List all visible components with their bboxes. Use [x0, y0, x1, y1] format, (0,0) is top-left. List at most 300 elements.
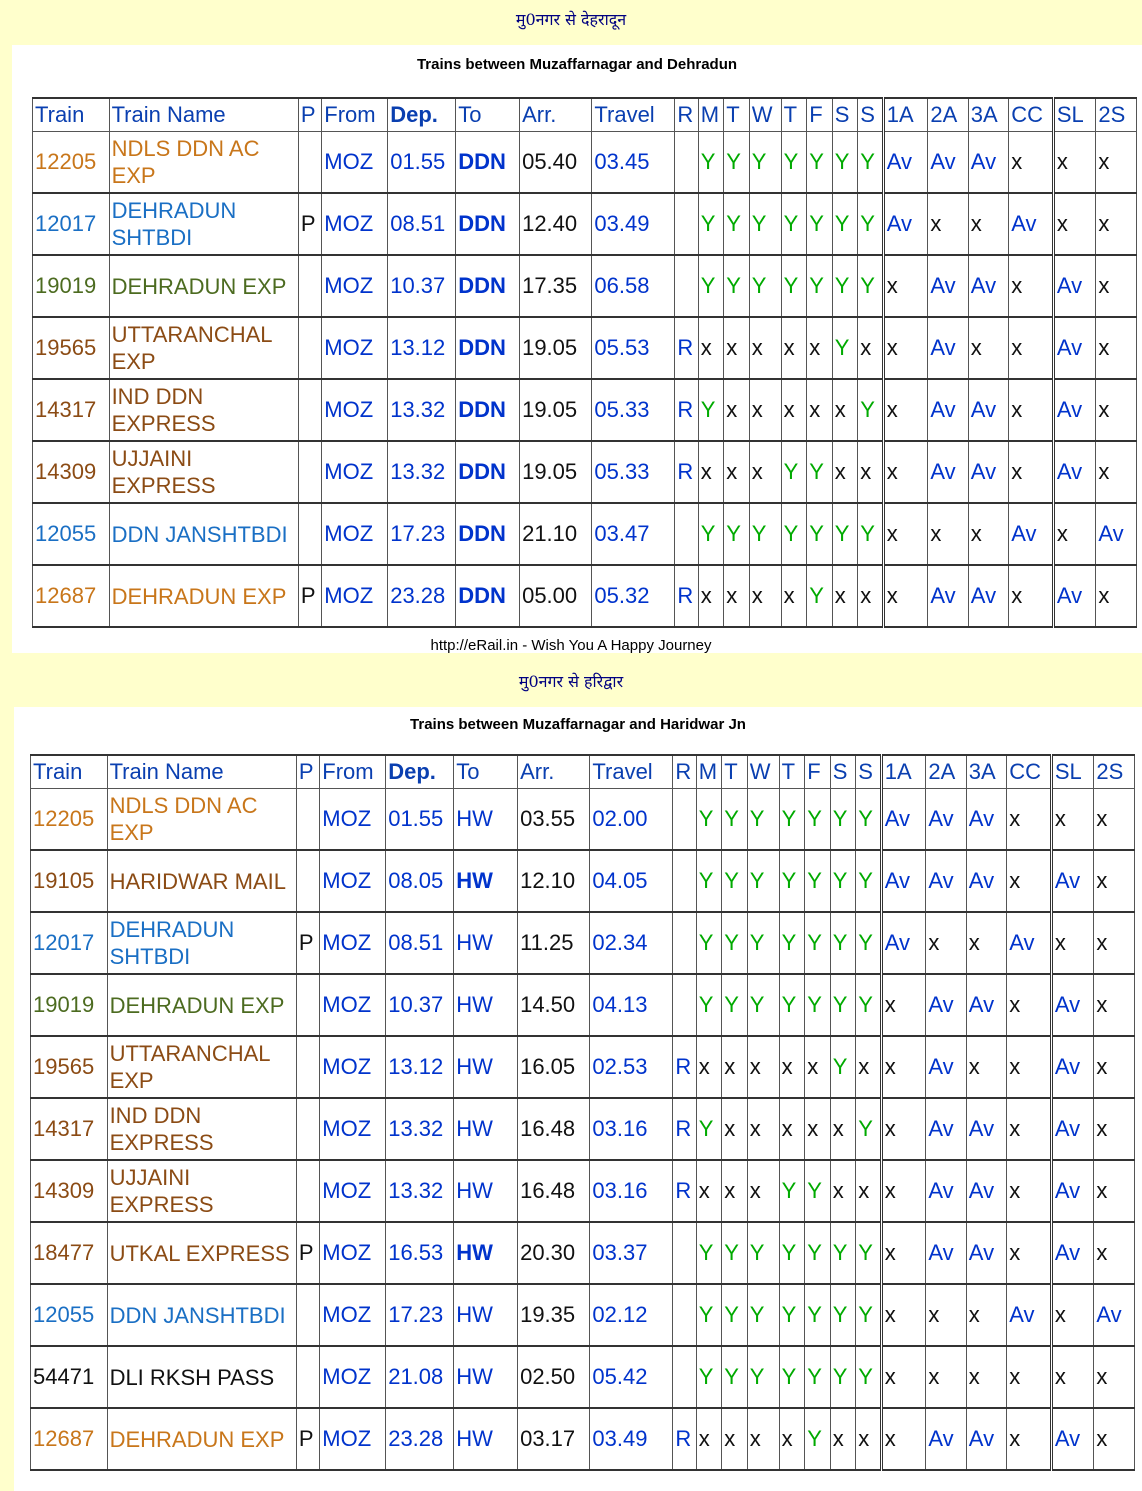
train-number-link[interactable]: 19019 — [33, 255, 110, 317]
class-availability-2a[interactable]: Av — [928, 317, 968, 379]
to-station-link[interactable]: HW — [454, 1408, 518, 1470]
class-availability-2a[interactable]: Av — [926, 789, 966, 851]
class-availability-3a[interactable]: Av — [968, 255, 1008, 317]
train-name-link[interactable]: NDLS DDN AC EXP — [109, 132, 298, 194]
column-header[interactable]: CC — [1009, 98, 1054, 132]
from-station-link[interactable]: MOZ — [322, 441, 388, 503]
running-day-m: Y — [698, 503, 724, 565]
running-day-s: x — [832, 379, 858, 441]
column-header[interactable]: To — [456, 98, 520, 132]
train-name-link[interactable]: IND DDN EXPRESS — [109, 379, 298, 441]
running-day-m: Y — [696, 1098, 722, 1160]
running-day-f: Y — [805, 1222, 831, 1284]
column-header[interactable]: Arr. — [518, 755, 590, 789]
class-availability-cc: x — [1007, 789, 1052, 851]
to-station-link[interactable]: DDN — [456, 441, 520, 503]
running-day-s2: Y — [856, 1098, 882, 1160]
column-header[interactable]: S — [832, 98, 858, 132]
class-availability-2a[interactable]: Av — [928, 255, 968, 317]
column-header[interactable]: R — [673, 755, 696, 789]
header-row — [31, 755, 1135, 789]
running-day-f: Y — [807, 565, 833, 627]
from-station-link[interactable]: MOZ — [320, 1346, 386, 1408]
train-row — [31, 1346, 1135, 1408]
train-number-link[interactable]: 19565 — [33, 317, 110, 379]
column-header[interactable]: Train — [31, 755, 108, 789]
column-header[interactable]: T — [781, 98, 807, 132]
class-availability-sl[interactable]: Av — [1051, 1408, 1094, 1470]
arrival-time: 16.48 — [518, 1160, 590, 1222]
class-availability-2s: x — [1096, 132, 1137, 194]
train-name-link[interactable]: DEHRADUN EXP — [109, 255, 298, 317]
train-number-link[interactable]: 12205 — [33, 132, 110, 194]
train-number-link[interactable]: 19019 — [31, 974, 108, 1036]
train-name-link[interactable]: DDN JANSHTBDI — [107, 1284, 296, 1346]
class-availability-3a[interactable]: Av — [968, 565, 1008, 627]
train-number-link[interactable]: 12687 — [31, 1408, 108, 1470]
to-station-link[interactable]: HW — [454, 1222, 518, 1284]
column-header[interactable]: S — [858, 98, 884, 132]
running-day-w: Y — [749, 132, 781, 194]
column-header[interactable]: F — [805, 755, 831, 789]
train-number-link[interactable]: 14317 — [33, 379, 110, 441]
train-name-link[interactable]: NDLS DDN AC EXP — [107, 789, 296, 851]
running-day-t2: Y — [781, 255, 807, 317]
running-day-t2: x — [779, 1408, 805, 1470]
running-day-s2: x — [856, 1160, 882, 1222]
train-number-link[interactable]: 12055 — [31, 1284, 108, 1346]
to-station-link[interactable]: HW — [454, 974, 518, 1036]
running-day-t2: x — [779, 1036, 805, 1098]
column-header[interactable]: M — [698, 98, 724, 132]
running-day-s2: Y — [856, 912, 882, 974]
class-availability-2a[interactable]: Av — [926, 1222, 966, 1284]
running-day-m: Y — [698, 379, 724, 441]
class-availability-2s[interactable]: Av — [1094, 1284, 1135, 1346]
train-number-link[interactable]: 14309 — [31, 1160, 108, 1222]
class-availability-3a[interactable]: Av — [966, 1408, 1006, 1470]
class-availability-3a[interactable]: Av — [968, 441, 1008, 503]
running-day-w: Y — [747, 974, 779, 1036]
train-name-link[interactable]: UTKAL EXPRESS — [107, 1222, 296, 1284]
running-day-w: Y — [747, 1222, 779, 1284]
class-availability-cc[interactable]: Av — [1009, 193, 1054, 255]
class-availability-1a[interactable]: Av — [881, 789, 926, 851]
column-header[interactable]: Train Name — [107, 755, 296, 789]
reservation-flag — [673, 912, 696, 974]
column-header[interactable]: To — [454, 755, 518, 789]
arrival-time: 14.50 — [518, 974, 590, 1036]
to-station-link[interactable]: DDN — [456, 132, 520, 194]
section-2-timetable — [30, 754, 1135, 1471]
to-station-link[interactable]: HW — [454, 850, 518, 912]
column-header[interactable]: 3A — [968, 98, 1008, 132]
column-header[interactable]: 2S — [1096, 98, 1137, 132]
class-availability-1a: x — [881, 1408, 926, 1470]
departure-time: 08.05 — [386, 850, 454, 912]
running-day-s: x — [830, 1408, 856, 1470]
running-day-f: Y — [805, 974, 831, 1036]
column-header[interactable]: 3A — [966, 755, 1006, 789]
class-availability-2s[interactable]: Av — [1096, 503, 1137, 565]
class-availability-2a[interactable]: Av — [926, 974, 966, 1036]
running-day-f: Y — [807, 132, 833, 194]
class-availability-3a[interactable]: Av — [966, 789, 1006, 851]
to-station-link[interactable]: HW — [454, 1160, 518, 1222]
running-day-f: Y — [805, 1160, 831, 1222]
to-station-link[interactable]: DDN — [456, 317, 520, 379]
column-header[interactable]: Train Name — [109, 98, 298, 132]
running-day-s: Y — [830, 974, 856, 1036]
running-day-s: Y — [830, 912, 856, 974]
reservation-flag — [675, 132, 698, 194]
column-header[interactable]: 1A — [883, 98, 928, 132]
class-availability-sl[interactable]: Av — [1051, 974, 1094, 1036]
class-availability-cc: x — [1007, 1408, 1052, 1470]
class-availability-1a: x — [883, 503, 928, 565]
running-day-t: Y — [722, 1284, 748, 1346]
to-station-link[interactable]: DDN — [456, 255, 520, 317]
class-availability-sl: x — [1051, 1284, 1094, 1346]
from-station-link[interactable]: MOZ — [320, 974, 386, 1036]
class-availability-3a[interactable]: Av — [968, 379, 1008, 441]
from-station-link[interactable]: MOZ — [320, 1408, 386, 1470]
class-availability-2a[interactable]: Av — [926, 1036, 966, 1098]
departure-time: 08.51 — [386, 912, 454, 974]
arrival-time: 05.40 — [520, 132, 592, 194]
class-availability-sl[interactable]: Av — [1051, 1098, 1094, 1160]
train-name-link[interactable]: UJJAINI EXPRESS — [107, 1160, 296, 1222]
travel-duration: 03.16 — [590, 1098, 673, 1160]
to-station-link[interactable]: HW — [454, 912, 518, 974]
travel-duration: 02.00 — [590, 789, 673, 851]
to-station-link[interactable]: DDN — [456, 379, 520, 441]
running-day-m: Y — [696, 789, 722, 851]
departure-time: 01.55 — [386, 789, 454, 851]
column-header[interactable]: M — [696, 755, 722, 789]
class-availability-sl[interactable]: Av — [1053, 255, 1096, 317]
column-header[interactable]: W — [749, 98, 781, 132]
class-availability-2s: x — [1096, 255, 1137, 317]
pantry-flag — [298, 317, 321, 379]
reservation-flag: R — [673, 1160, 696, 1222]
to-station-link[interactable]: DDN — [456, 565, 520, 627]
class-availability-sl[interactable]: Av — [1053, 441, 1096, 503]
class-availability-1a: x — [883, 441, 928, 503]
from-station-link[interactable]: MOZ — [322, 255, 388, 317]
train-name-link[interactable]: DEHRADUN EXP — [107, 1408, 296, 1470]
to-station-link[interactable]: HW — [454, 1036, 518, 1098]
class-availability-sl: x — [1053, 132, 1096, 194]
class-availability-3a: x — [966, 1036, 1006, 1098]
from-station-link[interactable]: MOZ — [320, 789, 386, 851]
class-availability-cc[interactable]: Av — [1007, 912, 1052, 974]
to-station-link[interactable]: HW — [454, 1346, 518, 1408]
reservation-flag — [673, 850, 696, 912]
column-header[interactable]: 2A — [928, 98, 968, 132]
column-header[interactable]: 1A — [881, 755, 926, 789]
class-availability-1a: x — [883, 317, 928, 379]
column-header[interactable]: Arr. — [520, 98, 592, 132]
column-header[interactable]: Travel — [592, 98, 675, 132]
running-day-t: Y — [722, 974, 748, 1036]
class-availability-2s: x — [1094, 974, 1135, 1036]
class-availability-2s: x — [1094, 912, 1135, 974]
train-row — [31, 1098, 1135, 1160]
train-row — [31, 1408, 1135, 1470]
column-header[interactable]: Dep. — [386, 755, 454, 789]
running-day-f: Y — [807, 255, 833, 317]
class-availability-1a[interactable]: Av — [883, 193, 928, 255]
column-header[interactable]: T — [724, 98, 750, 132]
train-row — [33, 379, 1137, 441]
class-availability-sl[interactable]: Av — [1053, 317, 1096, 379]
to-station-link[interactable]: DDN — [456, 503, 520, 565]
running-day-t: Y — [722, 1346, 748, 1408]
train-name-link[interactable]: DEHRADUN SHTBDI — [107, 912, 296, 974]
column-header[interactable]: T — [722, 755, 748, 789]
class-availability-cc: x — [1007, 1036, 1052, 1098]
departure-time: 13.12 — [388, 317, 456, 379]
train-number-link[interactable]: 12205 — [31, 789, 108, 851]
running-day-m: Y — [696, 850, 722, 912]
class-availability-sl[interactable]: Av — [1053, 565, 1096, 627]
running-day-t2: x — [781, 565, 807, 627]
from-station-link[interactable]: MOZ — [320, 850, 386, 912]
running-day-t2: Y — [779, 850, 805, 912]
class-availability-sl: x — [1053, 503, 1096, 565]
class-availability-cc[interactable]: Av — [1007, 1284, 1052, 1346]
class-availability-sl[interactable]: Av — [1051, 850, 1094, 912]
class-availability-2a[interactable]: Av — [926, 850, 966, 912]
train-number-link[interactable]: 12687 — [33, 565, 110, 627]
train-name-link[interactable]: DEHRADUN SHTBDI — [109, 193, 298, 255]
train-number-link[interactable]: 12017 — [31, 912, 108, 974]
pantry-flag — [296, 1036, 319, 1098]
class-availability-2a[interactable]: Av — [928, 565, 968, 627]
class-availability-2s: x — [1096, 441, 1137, 503]
departure-time: 13.12 — [386, 1036, 454, 1098]
train-number-link[interactable]: 12017 — [33, 193, 110, 255]
reservation-flag — [673, 789, 696, 851]
class-availability-1a[interactable]: Av — [881, 850, 926, 912]
column-header[interactable]: CC — [1007, 755, 1052, 789]
running-day-t: x — [724, 379, 750, 441]
train-number-link[interactable]: 14309 — [33, 441, 110, 503]
train-name-link[interactable]: DEHRADUN EXP — [107, 974, 296, 1036]
from-station-link[interactable]: MOZ — [322, 317, 388, 379]
column-header[interactable]: SL — [1051, 755, 1094, 789]
reservation-flag: R — [675, 441, 698, 503]
from-station-link[interactable]: MOZ — [322, 565, 388, 627]
class-availability-2a[interactable]: Av — [926, 1408, 966, 1470]
running-day-s: x — [830, 1160, 856, 1222]
from-station-link[interactable]: MOZ — [320, 1284, 386, 1346]
arrival-time: 20.30 — [518, 1222, 590, 1284]
class-availability-2s: x — [1096, 565, 1137, 627]
column-header[interactable]: 2A — [926, 755, 966, 789]
column-header[interactable]: Travel — [590, 755, 673, 789]
column-header[interactable]: 2S — [1094, 755, 1135, 789]
departure-time: 23.28 — [388, 565, 456, 627]
section-2-subtitle: Trains between Muzaffarnagar and Haridwar Jn — [410, 716, 746, 733]
column-header[interactable]: Train — [33, 98, 110, 132]
running-day-s2: Y — [856, 850, 882, 912]
reservation-flag: R — [675, 565, 698, 627]
class-availability-sl: x — [1051, 1346, 1094, 1408]
class-availability-1a: x — [881, 1098, 926, 1160]
pantry-flag — [296, 789, 319, 851]
running-day-m: x — [696, 1036, 722, 1098]
to-station-link[interactable]: HW — [454, 1284, 518, 1346]
column-header[interactable]: R — [675, 98, 698, 132]
reservation-flag — [675, 193, 698, 255]
train-name-link[interactable]: UJJAINI EXPRESS — [109, 441, 298, 503]
train-row — [31, 1160, 1135, 1222]
column-header[interactable]: F — [807, 98, 833, 132]
column-header[interactable]: SL — [1053, 98, 1096, 132]
running-day-m: Y — [696, 1222, 722, 1284]
class-availability-sl[interactable]: Av — [1053, 379, 1096, 441]
train-name-link[interactable]: DLI RKSH PASS — [107, 1346, 296, 1408]
to-station-link[interactable]: HW — [454, 1098, 518, 1160]
from-station-link[interactable]: MOZ — [322, 503, 388, 565]
class-availability-3a[interactable]: Av — [968, 132, 1008, 194]
running-day-s: Y — [830, 789, 856, 851]
from-station-link[interactable]: MOZ — [320, 912, 386, 974]
train-name-link[interactable]: DDN JANSHTBDI — [109, 503, 298, 565]
running-day-s2: Y — [858, 132, 884, 194]
class-availability-2s: x — [1096, 379, 1137, 441]
class-availability-sl[interactable]: Av — [1051, 1036, 1094, 1098]
running-day-f: x — [807, 317, 833, 379]
column-header[interactable]: S — [856, 755, 882, 789]
train-number-link[interactable]: 12055 — [33, 503, 110, 565]
from-station-link[interactable]: MOZ — [322, 379, 388, 441]
class-availability-2a[interactable]: Av — [926, 1160, 966, 1222]
train-number-link[interactable]: 14317 — [31, 1098, 108, 1160]
train-name-link[interactable]: HARIDWAR MAIL — [107, 850, 296, 912]
train-number-link[interactable]: 19565 — [31, 1036, 108, 1098]
departure-time: 17.23 — [386, 1284, 454, 1346]
class-availability-cc: x — [1007, 1160, 1052, 1222]
class-availability-sl[interactable]: Av — [1051, 1222, 1094, 1284]
class-availability-sl[interactable]: Av — [1051, 1160, 1094, 1222]
column-header[interactable]: S — [830, 755, 856, 789]
column-header[interactable]: From — [322, 98, 388, 132]
class-availability-3a[interactable]: Av — [966, 1098, 1006, 1160]
running-day-f: x — [805, 1036, 831, 1098]
from-station-link[interactable]: MOZ — [320, 1098, 386, 1160]
section-1-footer[interactable]: http://eRail.in - Wish You A Happy Journey — [430, 637, 712, 654]
class-availability-2s: x — [1094, 1346, 1135, 1408]
class-availability-2a[interactable]: Av — [928, 379, 968, 441]
running-day-f: Y — [805, 1284, 831, 1346]
class-availability-3a[interactable]: Av — [966, 1160, 1006, 1222]
running-day-w: x — [747, 1160, 779, 1222]
running-day-s: x — [830, 1098, 856, 1160]
train-name-link[interactable]: UTTARANCHAL EXP — [109, 317, 298, 379]
class-availability-3a[interactable]: Av — [966, 1222, 1006, 1284]
from-station-link[interactable]: MOZ — [320, 1036, 386, 1098]
train-number-link[interactable]: 54471 — [31, 1346, 108, 1408]
column-header[interactable]: W — [747, 755, 779, 789]
reservation-flag — [673, 1284, 696, 1346]
class-availability-2s: x — [1094, 789, 1135, 851]
running-day-s2: Y — [858, 255, 884, 317]
train-number-link[interactable]: 19105 — [31, 850, 108, 912]
arrival-time: 19.05 — [520, 441, 592, 503]
running-day-t2: Y — [779, 1346, 805, 1408]
column-header[interactable]: From — [320, 755, 386, 789]
running-day-f: Y — [805, 1346, 831, 1408]
pantry-flag — [298, 132, 321, 194]
class-availability-2a[interactable]: Av — [928, 441, 968, 503]
running-day-t2: Y — [781, 441, 807, 503]
running-day-f: Y — [807, 441, 833, 503]
running-day-t2: Y — [779, 789, 805, 851]
from-station-link[interactable]: MOZ — [322, 132, 388, 194]
column-header[interactable]: Dep. — [388, 98, 456, 132]
from-station-link[interactable]: MOZ — [322, 193, 388, 255]
class-availability-1a: x — [883, 255, 928, 317]
pantry-flag: P — [296, 1408, 319, 1470]
to-station-link[interactable]: HW — [454, 789, 518, 851]
section-1-timetable — [32, 97, 1137, 628]
train-name-link[interactable]: DEHRADUN EXP — [109, 565, 298, 627]
class-availability-2s: x — [1094, 1222, 1135, 1284]
departure-time: 10.37 — [388, 255, 456, 317]
train-row — [31, 850, 1135, 912]
class-availability-1a[interactable]: Av — [881, 912, 926, 974]
reservation-flag: R — [675, 379, 698, 441]
class-availability-3a[interactable]: Av — [966, 974, 1006, 1036]
arrival-time: 03.17 — [518, 1408, 590, 1470]
running-day-m: x — [698, 441, 724, 503]
reservation-flag — [673, 1222, 696, 1284]
train-name-link[interactable]: IND DDN EXPRESS — [107, 1098, 296, 1160]
running-day-t: x — [724, 441, 750, 503]
pantry-flag: P — [296, 1222, 319, 1284]
class-availability-cc: x — [1007, 850, 1052, 912]
class-availability-2a[interactable]: Av — [928, 132, 968, 194]
running-day-w: x — [749, 379, 781, 441]
running-day-t: Y — [724, 193, 750, 255]
running-day-s2: Y — [858, 193, 884, 255]
train-number-link[interactable]: 18477 — [31, 1222, 108, 1284]
class-availability-cc: x — [1007, 1222, 1052, 1284]
to-station-link[interactable]: DDN — [456, 193, 520, 255]
departure-time: 10.37 — [386, 974, 454, 1036]
arrival-time: 17.35 — [520, 255, 592, 317]
class-availability-cc: x — [1009, 255, 1054, 317]
class-availability-2a[interactable]: Av — [926, 1098, 966, 1160]
column-header[interactable]: P — [296, 755, 319, 789]
from-station-link[interactable]: MOZ — [320, 1160, 386, 1222]
column-header[interactable]: T — [779, 755, 805, 789]
train-name-link[interactable]: UTTARANCHAL EXP — [107, 1036, 296, 1098]
from-station-link[interactable]: MOZ — [320, 1222, 386, 1284]
class-availability-3a[interactable]: Av — [966, 850, 1006, 912]
running-day-w: Y — [749, 255, 781, 317]
running-day-w: Y — [749, 503, 781, 565]
departure-time: 13.32 — [388, 441, 456, 503]
running-day-t: Y — [722, 850, 748, 912]
column-header[interactable]: P — [298, 98, 321, 132]
train-row — [31, 789, 1135, 851]
class-availability-1a[interactable]: Av — [883, 132, 928, 194]
class-availability-cc[interactable]: Av — [1009, 503, 1054, 565]
